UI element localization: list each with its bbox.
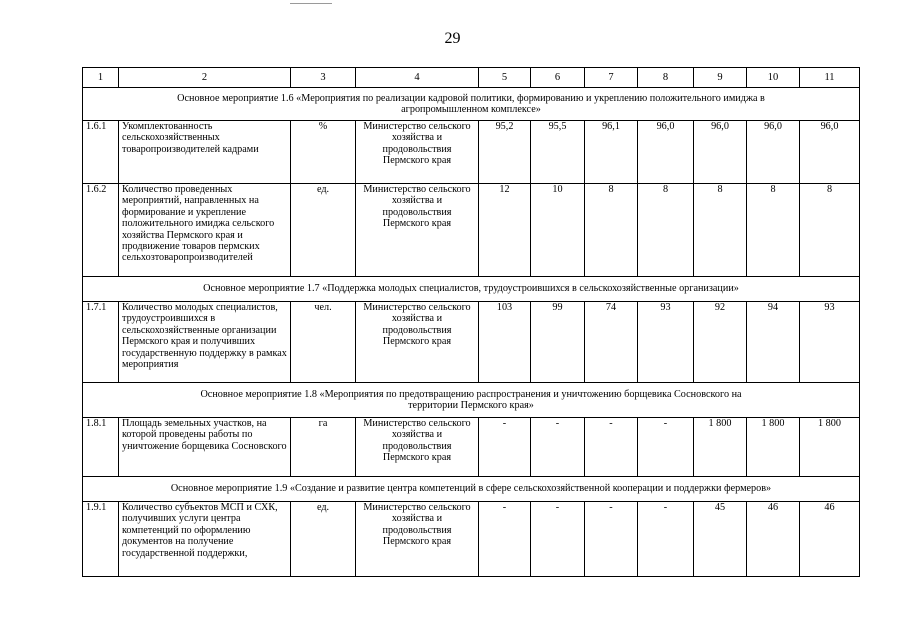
- header-row: [83, 68, 860, 88]
- value-cell: 103: [479, 302, 531, 383]
- section-title: Основное мероприятие 1.6 «Мероприятия по реализации кадровой политики, формированию и укреплению положительного имиджа в агропромышленном комплексе»: [83, 88, 860, 121]
- section-title: Основное мероприятие 1.9 «Создание и развитие центра компетенций в сфере сельскохозяйственной кооперации и поддержки фермеров»: [83, 477, 860, 502]
- value-cell: 96,0: [800, 121, 860, 184]
- header-cell: 11: [800, 68, 860, 88]
- value-cell: 95,2: [479, 121, 531, 184]
- section-title: Основное мероприятие 1.7 «Поддержка молодых специалистов, трудоустроившихся в сельскохозяйственные организации»: [83, 277, 860, 302]
- value-cell: 93: [800, 302, 860, 383]
- responsible-org: Министерство сельского хозяйства и продовольствия Пермского края: [356, 302, 479, 383]
- row-number: 1.9.1: [83, 502, 119, 577]
- value-cell: -: [531, 502, 585, 577]
- value-cell: 92: [694, 302, 747, 383]
- table-row: [83, 502, 860, 577]
- value-cell: 96,1: [585, 121, 638, 184]
- scan-mark: [290, 3, 332, 4]
- value-cell: 8: [638, 184, 694, 277]
- value-cell: -: [479, 418, 531, 477]
- indicator-name: Количество проведенных мероприятий, направленных на формирование и укрепление положительного имиджа сельского хозяйства Пермского края и продвижение товаров пермских сельхозтоваропроизводителей: [119, 184, 291, 277]
- unit-cell: га: [291, 418, 356, 477]
- unit-cell: ед.: [291, 502, 356, 577]
- value-cell: 10: [531, 184, 585, 277]
- value-cell: 93: [638, 302, 694, 383]
- unit-cell: ед.: [291, 184, 356, 277]
- header-cell: 1: [83, 68, 119, 88]
- indicator-name: Количество субъектов МСП и СХК, получивших услуги центра компетенций по оформлению документов на получение государственной поддержки,: [119, 502, 291, 577]
- value-cell: 45: [694, 502, 747, 577]
- value-cell: 46: [747, 502, 800, 577]
- header-cell: 9: [694, 68, 747, 88]
- indicator-name: Укомплектованность сельскохозяйственных товаропроизводителей кадрами: [119, 121, 291, 184]
- header-cell: 3: [291, 68, 356, 88]
- responsible-org: Министерство сельского хозяйства и продовольствия Пермского края: [356, 418, 479, 477]
- header-cell: 8: [638, 68, 694, 88]
- section-title: Основное мероприятие 1.8 «Мероприятия по предотвращению распространения и уничтожению борщевика Сосновского на территории Пермского края»: [83, 383, 860, 418]
- unit-cell: %: [291, 121, 356, 184]
- table-row: [83, 302, 860, 383]
- section-row: [83, 383, 860, 418]
- section-row: [83, 477, 860, 502]
- header-cell: 4: [356, 68, 479, 88]
- responsible-org: Министерство сельского хозяйства и продовольствия Пермского края: [356, 184, 479, 277]
- row-number: 1.7.1: [83, 302, 119, 383]
- value-cell: 1 800: [747, 418, 800, 477]
- value-cell: 1 800: [800, 418, 860, 477]
- value-cell: 8: [800, 184, 860, 277]
- value-cell: 1 800: [694, 418, 747, 477]
- header-cell: 2: [119, 68, 291, 88]
- value-cell: 95,5: [531, 121, 585, 184]
- value-cell: 99: [531, 302, 585, 383]
- value-cell: 96,0: [747, 121, 800, 184]
- value-cell: 96,0: [694, 121, 747, 184]
- value-cell: -: [531, 418, 585, 477]
- table-row: [83, 184, 860, 277]
- header-cell: 10: [747, 68, 800, 88]
- value-cell: 74: [585, 302, 638, 383]
- table-row: [83, 418, 860, 477]
- header-cell: 7: [585, 68, 638, 88]
- value-cell: -: [585, 502, 638, 577]
- unit-cell: чел.: [291, 302, 356, 383]
- indicator-name: Площадь земельных участков, на которой проведены работы по уничтожение борщевика Сосновского: [119, 418, 291, 477]
- row-number: 1.8.1: [83, 418, 119, 477]
- value-cell: -: [585, 418, 638, 477]
- value-cell: 8: [694, 184, 747, 277]
- value-cell: 8: [585, 184, 638, 277]
- responsible-org: Министерство сельского хозяйства и продовольствия Пермского края: [356, 121, 479, 184]
- value-cell: 12: [479, 184, 531, 277]
- row-number: 1.6.2: [83, 184, 119, 277]
- table-row: [83, 121, 860, 184]
- value-cell: 8: [747, 184, 800, 277]
- value-cell: 94: [747, 302, 800, 383]
- header-cell: 6: [531, 68, 585, 88]
- section-row: [83, 88, 860, 121]
- indicators-table: [82, 67, 860, 577]
- row-number: 1.6.1: [83, 121, 119, 184]
- indicator-name: Количество молодых специалистов, трудоустроившихся в сельскохозяйственные организации Пермского края и получивших государственную поддержку в рамках мероприятия: [119, 302, 291, 383]
- value-cell: 46: [800, 502, 860, 577]
- value-cell: -: [638, 502, 694, 577]
- value-cell: -: [638, 418, 694, 477]
- section-row: [83, 277, 860, 302]
- responsible-org: Министерство сельского хозяйства и продовольствия Пермского края: [356, 502, 479, 577]
- page-number: 29: [444, 30, 461, 47]
- header-cell: 5: [479, 68, 531, 88]
- value-cell: 96,0: [638, 121, 694, 184]
- value-cell: -: [479, 502, 531, 577]
